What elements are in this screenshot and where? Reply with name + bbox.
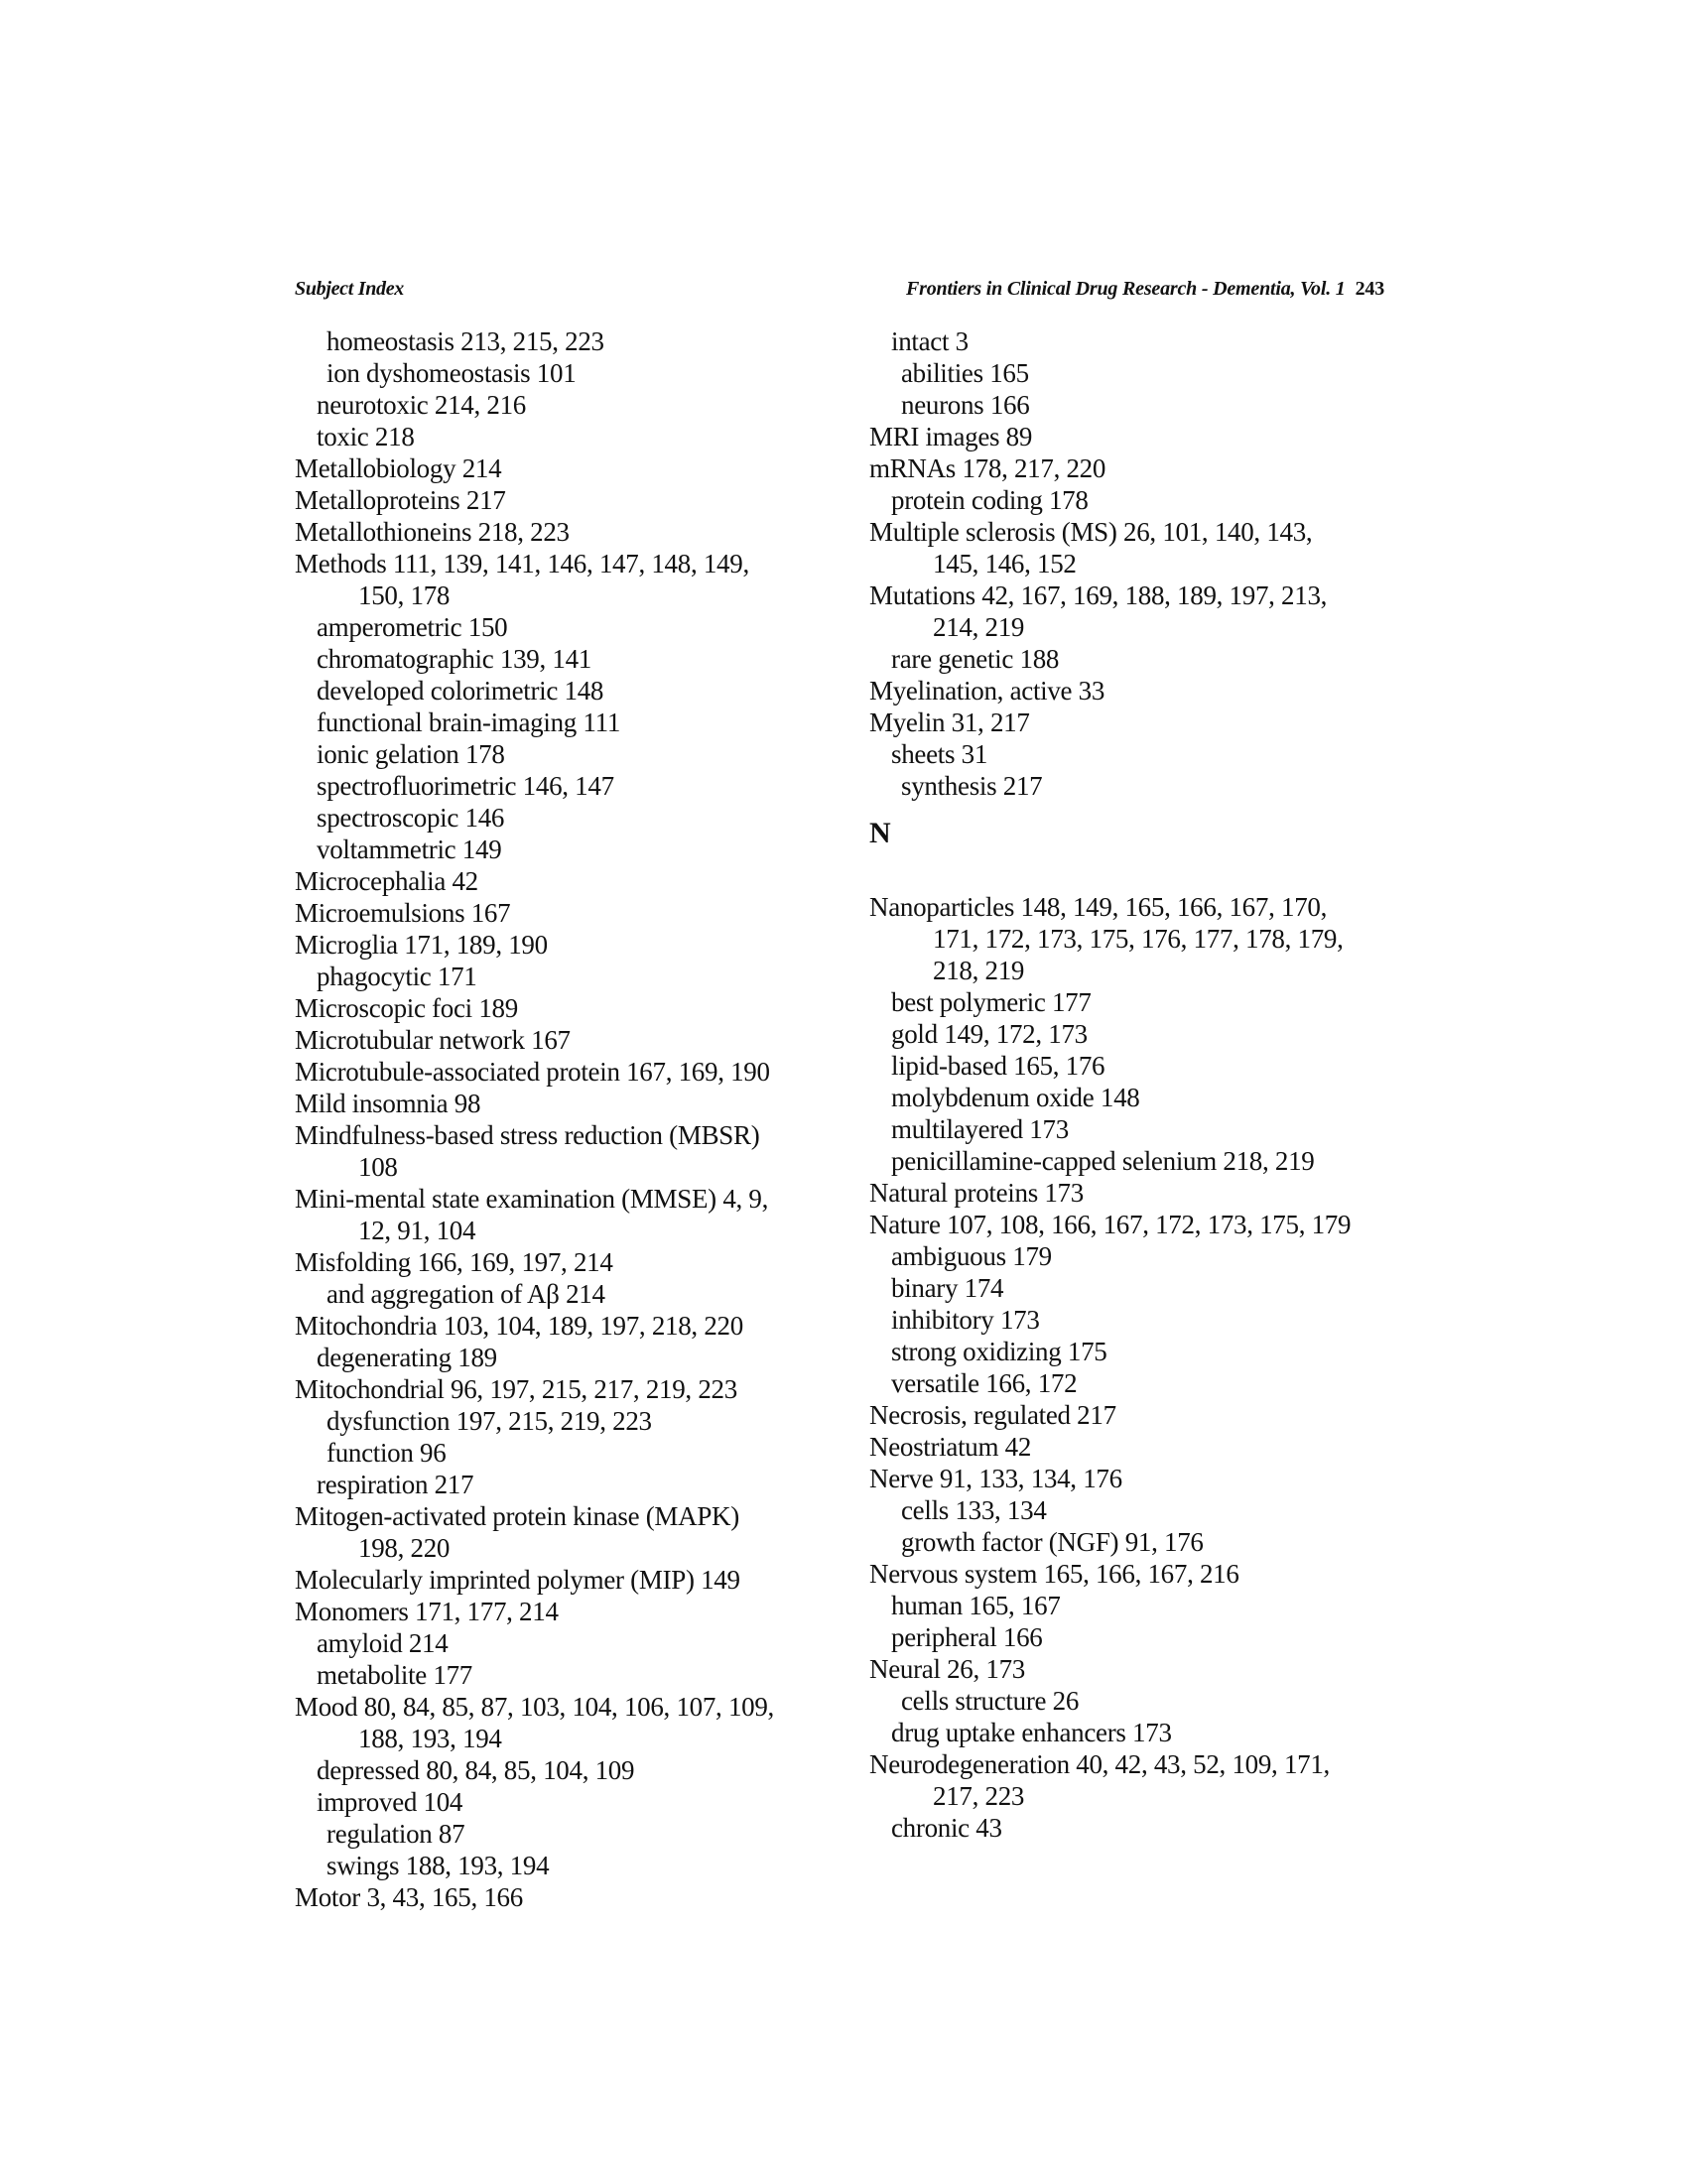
index-subentry: growth factor (NGF) 91, 176 xyxy=(901,1527,1204,1557)
index-group-m-continued xyxy=(869,325,1405,802)
index-subentry: abilities 165 xyxy=(901,358,1029,388)
index-entry: Mini-mental state examination (MMSE) 4, 9, xyxy=(295,1184,769,1214)
index-subentry: improved 104 xyxy=(317,1787,463,1817)
page-number: 243 xyxy=(1355,278,1384,300)
index-column-left xyxy=(295,325,831,1913)
index-subentry: regulation 87 xyxy=(326,1819,465,1849)
index-subentry: cells structure 26 xyxy=(901,1686,1080,1716)
index-entry: Microtubular network 167 xyxy=(295,1025,571,1055)
index-subentry: swings 188, 193, 194 xyxy=(326,1851,550,1880)
index-entry: Mitochondria 103, 104, 189, 197, 218, 220 xyxy=(295,1311,743,1341)
index-entry: Nanoparticles 148, 149, 165, 166, 167, 170, xyxy=(869,892,1328,922)
index-entry: Mitochondrial 96, 197, 215, 217, 219, 223 xyxy=(295,1374,737,1404)
running-head xyxy=(295,273,1384,305)
index-subentry: neurons 166 xyxy=(901,390,1030,420)
index-subentry: neurotoxic 214, 216 xyxy=(317,390,527,420)
index-column-right xyxy=(869,325,1405,1844)
index-entry: Myelination, active 33 xyxy=(869,676,1105,706)
index-subentry: developed colorimetric 148 xyxy=(317,676,604,706)
index-subentry: penicillamine-capped selenium 218, 219 xyxy=(891,1146,1315,1176)
index-subentry: best polymeric 177 xyxy=(891,987,1092,1017)
index-entry: Mitogen-activated protein kinase (MAPK) xyxy=(295,1501,739,1531)
index-subentry: homeostasis 213, 215, 223 xyxy=(326,326,604,356)
index-subentry: synthesis 217 xyxy=(901,771,1043,801)
index-entry: MRI images 89 xyxy=(869,422,1033,451)
index-entry: Monomers 171, 177, 214 xyxy=(295,1597,559,1626)
index-entry-continuation: 218, 219 xyxy=(933,956,1025,985)
index-subentry: strong oxidizing 175 xyxy=(891,1337,1107,1366)
index-entry-continuation: 108 xyxy=(358,1152,398,1182)
index-subentry: chronic 43 xyxy=(891,1813,1002,1843)
index-entry-continuation: 217, 223 xyxy=(933,1781,1025,1811)
index-subentry: molybdenum oxide 148 xyxy=(891,1083,1140,1112)
index-subentry: toxic 218 xyxy=(317,422,415,451)
index-entry: Nerve 91, 133, 134, 176 xyxy=(869,1464,1122,1493)
index-entry: Mutations 42, 167, 169, 188, 189, 197, 213, xyxy=(869,580,1328,610)
index-subentry: chromatographic 139, 141 xyxy=(317,644,591,674)
index-entry: Necrosis, regulated 217 xyxy=(869,1400,1116,1430)
index-subentry: voltammetric 149 xyxy=(317,835,502,864)
index-subentry: lipid-based 165, 176 xyxy=(891,1051,1105,1081)
index-entry: Microglia 171, 189, 190 xyxy=(295,930,548,960)
index-subentry: sheets 31 xyxy=(891,739,988,769)
index-subentry: metabolite 177 xyxy=(317,1660,473,1690)
index-subentry: ambiguous 179 xyxy=(891,1241,1052,1271)
index-subentry: gold 149, 172, 173 xyxy=(891,1019,1088,1049)
index-entry: Microtubule-associated protein 167, 169, 190 xyxy=(295,1057,770,1087)
index-entry-continuation: 12, 91, 104 xyxy=(358,1216,476,1245)
index-entry: Molecularly imprinted polymer (MIP) 149 xyxy=(295,1565,740,1595)
index-entry: Misfolding 166, 169, 197, 214 xyxy=(295,1247,613,1277)
index-subentry: versatile 166, 172 xyxy=(891,1368,1078,1398)
index-subentry: dysfunction 197, 215, 219, 223 xyxy=(326,1406,652,1436)
index-subentry: functional brain-imaging 111 xyxy=(317,707,621,737)
index-subentry: peripheral 166 xyxy=(891,1622,1043,1652)
index-subentry: cells 133, 134 xyxy=(901,1495,1047,1525)
index-subentry: phagocytic 171 xyxy=(317,962,477,991)
index-entry: Nature 107, 108, 166, 167, 172, 173, 175, 179 xyxy=(869,1210,1352,1239)
index-entry: Metallothioneins 218, 223 xyxy=(295,517,570,547)
index-subentry: amyloid 214 xyxy=(317,1628,449,1658)
index-entry: Myelin 31, 217 xyxy=(869,707,1030,737)
index-entry: mRNAs 178, 217, 220 xyxy=(869,453,1106,483)
index-entry-continuation: 188, 193, 194 xyxy=(358,1724,502,1753)
index-entry: Mindfulness-based stress reduction (MBSR) xyxy=(295,1120,760,1150)
index-entry: Natural proteins 173 xyxy=(869,1178,1084,1208)
index-subentry: protein coding 178 xyxy=(891,485,1089,515)
index-subentry: ionic gelation 178 xyxy=(317,739,505,769)
index-entry: Neostriatum 42 xyxy=(869,1432,1032,1462)
index-subentry: depressed 80, 84, 85, 104, 109 xyxy=(317,1755,635,1785)
index-entry: Mild insomnia 98 xyxy=(295,1089,481,1118)
journal-title: Frontiers in Clinical Drug Research - Dementia, Vol. 1 xyxy=(906,278,1346,300)
running-head-left: Subject Index xyxy=(295,278,404,300)
index-entry: Microscopic foci 189 xyxy=(295,993,518,1023)
index-entry-continuation: 145, 146, 152 xyxy=(933,549,1077,578)
index-entry: Mood 80, 84, 85, 87, 103, 104, 106, 107, 109, xyxy=(295,1692,775,1722)
index-entry-continuation: 214, 219 xyxy=(933,612,1025,642)
section-letter-n: N xyxy=(869,817,891,849)
index-entry: Microemulsions 167 xyxy=(295,898,511,928)
index-entry: Methods 111, 139, 141, 146, 147, 148, 149, xyxy=(295,549,749,578)
index-subentry: intact 3 xyxy=(891,326,969,356)
index-subentry: degenerating 189 xyxy=(317,1343,497,1372)
index-entry-continuation: 150, 178 xyxy=(358,580,451,610)
index-group-n xyxy=(869,891,1405,1844)
index-subentry: ion dyshomeostasis 101 xyxy=(326,358,577,388)
index-entry: Motor 3, 43, 165, 166 xyxy=(295,1882,523,1912)
index-subentry: respiration 217 xyxy=(317,1470,474,1499)
index-subentry: binary 174 xyxy=(891,1273,1004,1303)
index-subentry: drug uptake enhancers 173 xyxy=(891,1718,1172,1747)
index-subentry: inhibitory 173 xyxy=(891,1305,1040,1335)
index-entry: Neurodegeneration 40, 42, 43, 52, 109, 171, xyxy=(869,1749,1331,1779)
index-entry: Nervous system 165, 166, 167, 216 xyxy=(869,1559,1239,1589)
index-entry: Microcephalia 42 xyxy=(295,866,478,896)
index-subentry: and aggregation of Aβ 214 xyxy=(326,1279,605,1309)
index-subentry: multilayered 173 xyxy=(891,1114,1069,1144)
index-entry-continuation: 171, 172, 173, 175, 176, 177, 178, 179, xyxy=(933,924,1344,954)
index-subentry: spectroscopic 146 xyxy=(317,803,505,833)
running-head-right xyxy=(906,273,1384,305)
index-subentry: rare genetic 188 xyxy=(891,644,1060,674)
index-entry: Multiple sclerosis (MS) 26, 101, 140, 143, xyxy=(869,517,1313,547)
index-subentry: function 96 xyxy=(326,1438,447,1468)
index-subentry: spectrofluorimetric 146, 147 xyxy=(317,771,614,801)
index-subentry: human 165, 167 xyxy=(891,1591,1061,1620)
index-subentry: amperometric 150 xyxy=(317,612,508,642)
index-entry-continuation: 198, 220 xyxy=(358,1533,451,1563)
index-entry: Metallobiology 214 xyxy=(295,453,502,483)
index-entry: Metalloproteins 217 xyxy=(295,485,506,515)
index-entry: Neural 26, 173 xyxy=(869,1654,1026,1684)
